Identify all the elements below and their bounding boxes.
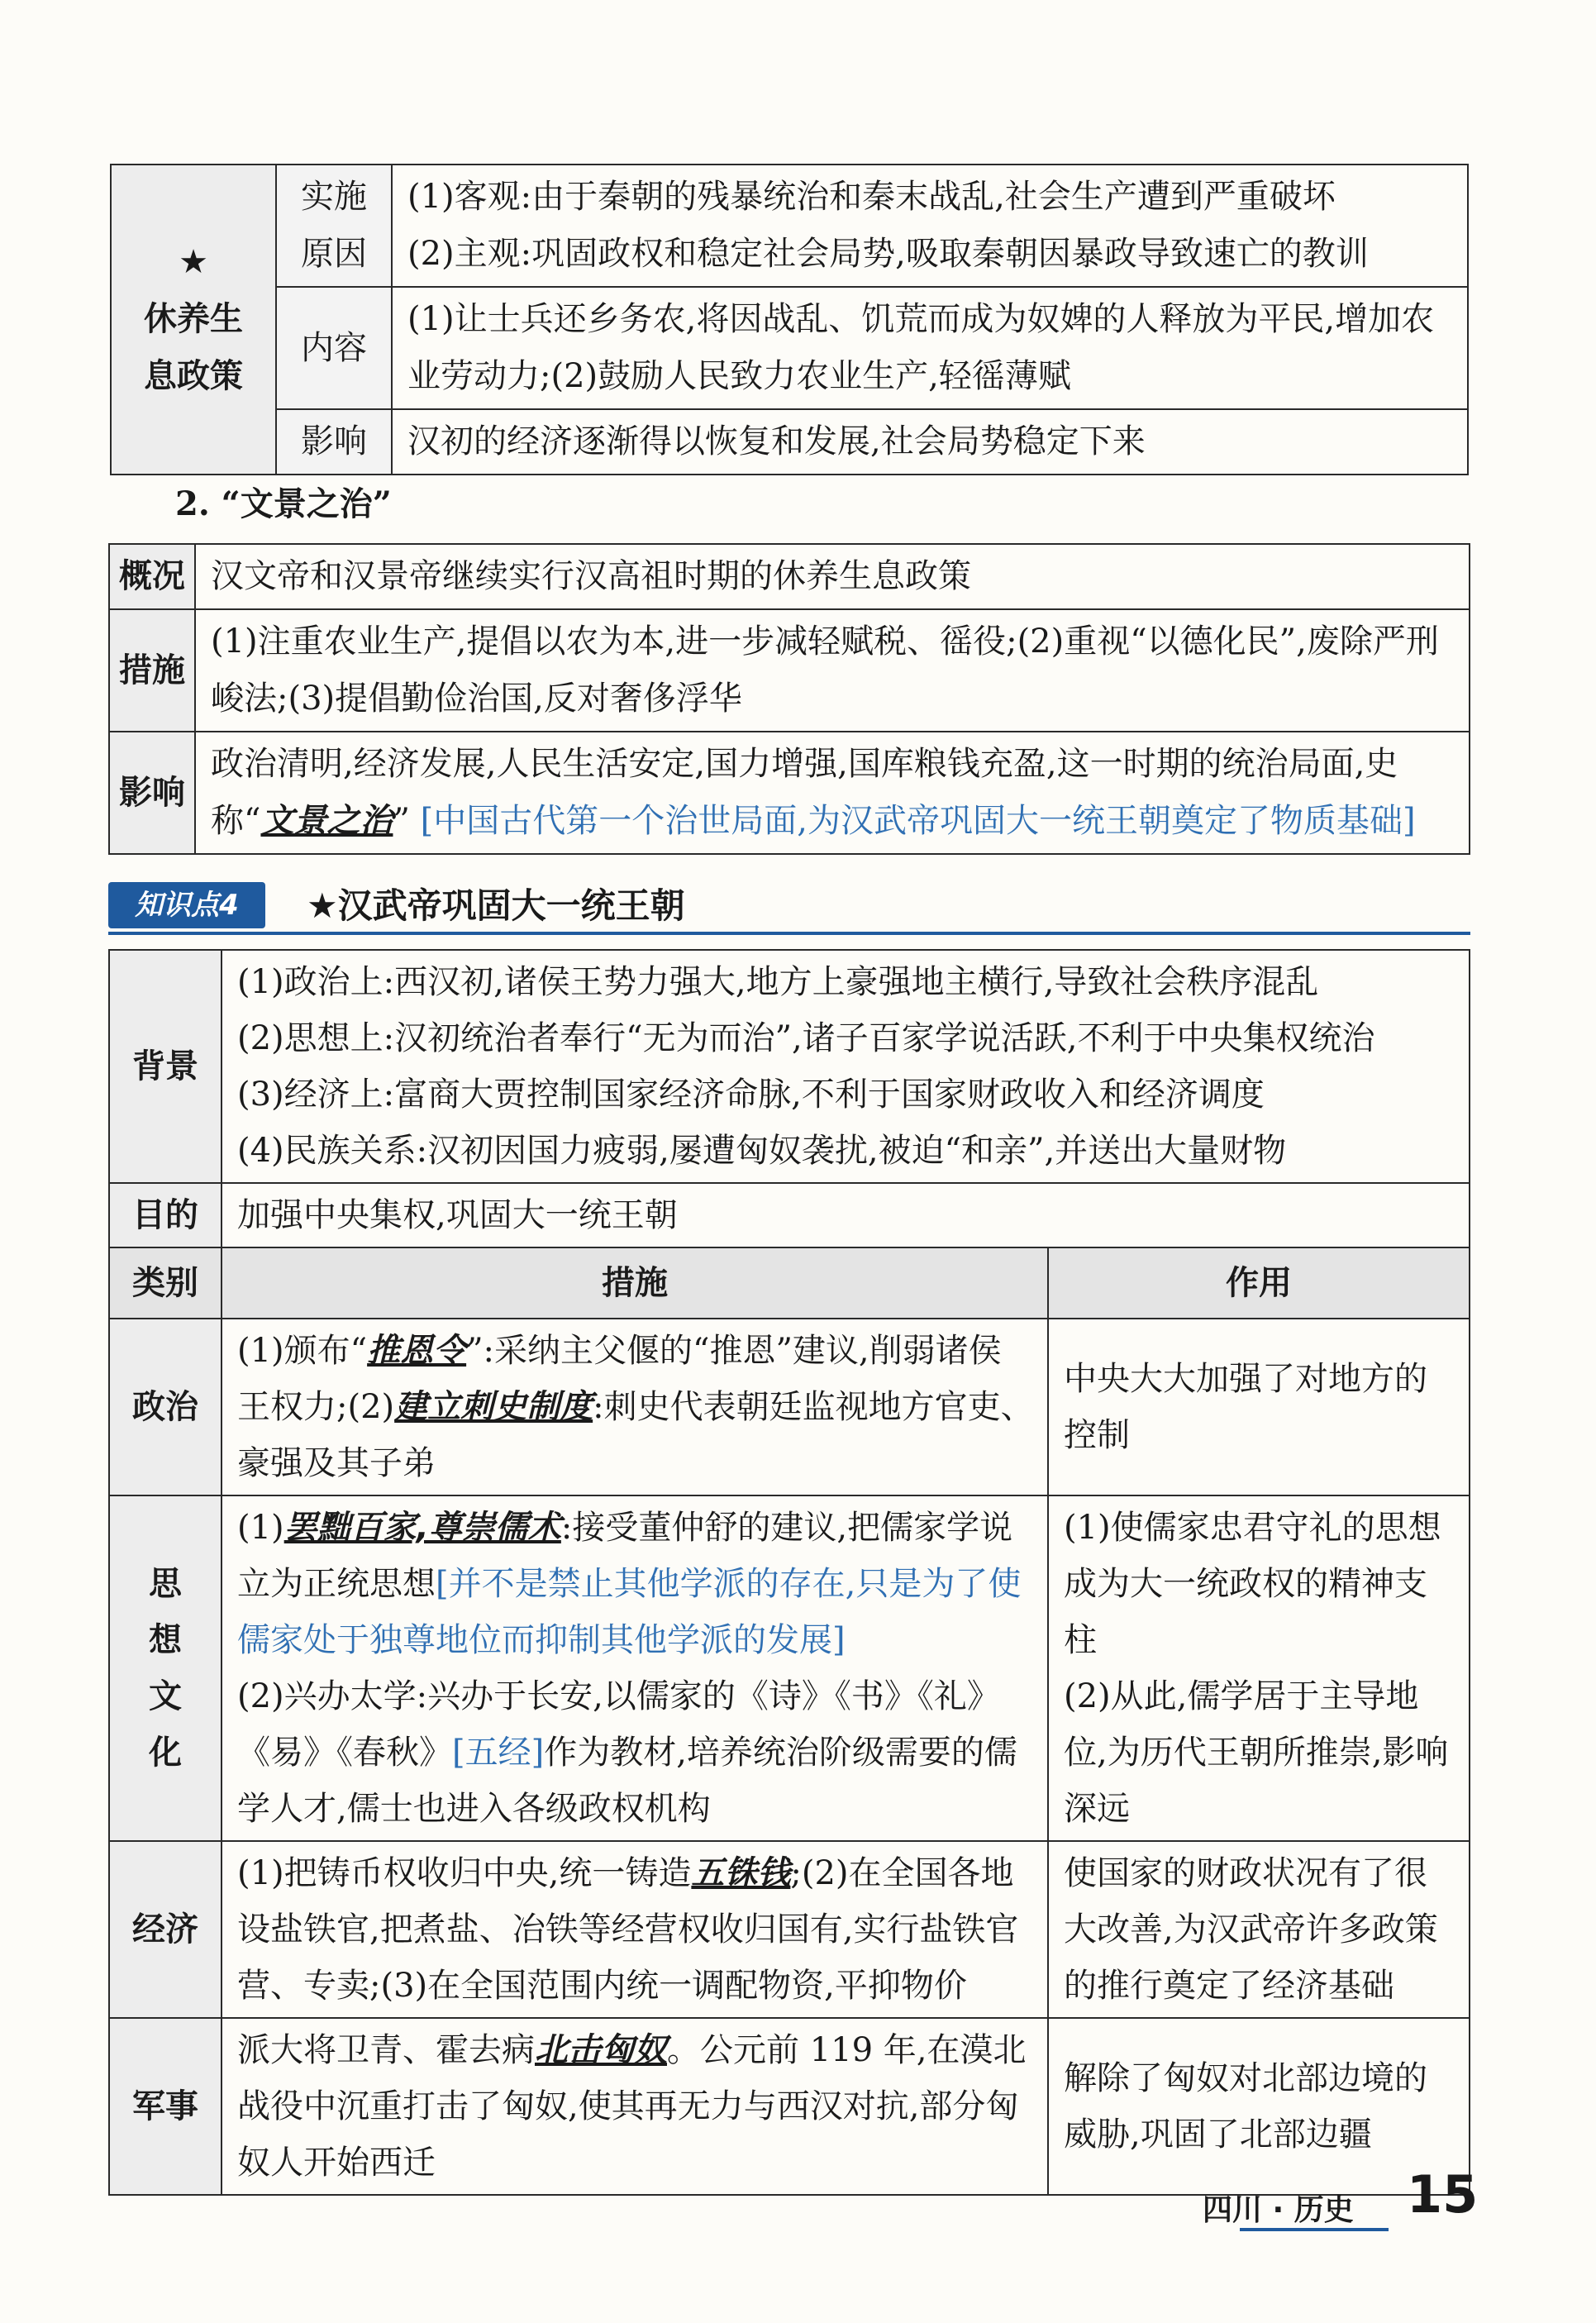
- kp4-label-culture: [109, 1495, 222, 1841]
- politics-text-3: :刺史代表朝廷监视地方官吏、豪强及其子弟: [237, 1388, 1034, 1482]
- culture-measure-2: [237, 1668, 1034, 1837]
- military-text-b: 。公元前 119 年,在漠北战役中沉重打击了匈奴,使其再无力与西汉对抗,部分匈奴人开始西迁: [237, 2031, 1027, 2182]
- policy-label: [111, 165, 276, 475]
- economy-measures: [222, 1841, 1048, 2018]
- kp4-label-military: 军事: [109, 2018, 222, 2195]
- culture-effect-1: (1)使儒家忠君守礼的思想成为大一统政权的精神支柱: [1064, 1509, 1441, 1659]
- policy-sub-content: 内容: [276, 287, 392, 409]
- keyword-ba-chu: 罢黜百家,尊崇儒术: [283, 1509, 561, 1547]
- military-text-a: 派大将卫青、霍去病: [237, 2031, 535, 2069]
- wenjing-measures-text: (1)注重农业生产,提倡以农为本,进一步减轻赋税、徭役;(2)重视“以德化民”,废除严刑峻法;(3)提倡勤俭治国,反对奢侈浮华: [195, 609, 1470, 732]
- background-line-3: (3)经济上:富商大贾控制国家经济命脉,不利于国家财政收入和经济调度: [237, 1076, 1265, 1114]
- policy-sub-reason: 实施原因: [276, 165, 392, 287]
- background-line-2: (2)思想上:汉初统治者奉行“无为而治”,诸子百家学说活跃,不利于中央集权统治: [237, 1019, 1375, 1057]
- keyword-tuienling: 推恩令: [367, 1332, 467, 1370]
- economy-effect: 使国家的财政状况有了很大改善,为汉武帝许多政策的推行奠定了经济基础: [1048, 1841, 1470, 2018]
- wenjing-overview-text: 汉文帝和汉景帝继续实行汉高祖时期的休养生息政策: [195, 544, 1470, 609]
- knowledge-point-title: ★汉武帝巩固大一统王朝: [307, 885, 685, 926]
- policy-sub-impact: 影响: [276, 409, 392, 475]
- military-effect: 解除了匈奴对北部边境的威胁,巩固了北部边疆: [1048, 2018, 1470, 2195]
- kp4-label-background: 背景: [109, 950, 222, 1183]
- culture-m1-note: [并不是禁止其他学派的存在,只是为了使儒家处于独尊地位而抑制其他学派的发展]: [237, 1565, 1022, 1659]
- policy-label-text: 休养生息政策: [144, 300, 243, 395]
- kp4-header-row: [109, 1247, 1470, 1319]
- culture-measure-1: [237, 1500, 1034, 1668]
- culture-m2-note: [五经]: [452, 1734, 545, 1772]
- header-effect: 作用: [1048, 1247, 1470, 1319]
- background-line-1: (1)政治上:西汉初,诸侯王势力强大,地方上豪强地主横行,导致社会秩序混乱: [237, 963, 1319, 1001]
- politics-text-2: ”:采纳主父偃的“推恩”建议,削弱诸侯王权力;(2): [237, 1332, 1002, 1426]
- policy-impact-text: 汉初的经济逐渐得以恢复和发展,社会局势稳定下来: [392, 409, 1468, 475]
- header-measures: 措施: [222, 1247, 1048, 1319]
- military-measures: [222, 2018, 1048, 2195]
- policy-content-text: (1)让士兵还乡务农,将因战乱、饥荒而成为奴婢的人释放为平民,增加农业劳动力;(2)鼓励人民致力农业生产,轻徭薄赋: [392, 287, 1468, 409]
- policy-reason-line-1: (1)客观:由于秦朝的残暴统治和秦末战乱,社会生产遭到严重破坏: [407, 178, 1336, 216]
- wenjing-impact-note: [中国古代第一个治世局面,为汉武帝巩固大一统王朝奠定了物质基础]: [420, 802, 1416, 840]
- wenjing-label-overview: 概况: [109, 544, 195, 609]
- economy-text-b: ;(2)在全国各地设盐铁官,把煮盐、冶铁等经营权收归国有,实行盐铁官营、专卖;(3)在全国范围内统一调配物资,平抑物价: [237, 1854, 1019, 2005]
- policy-reason-line-2: (2)主观:巩固政权和稳定社会局势,吸取秦朝因暴政导致速亡的教训: [407, 235, 1369, 273]
- politics-measures: [222, 1319, 1048, 1495]
- wenjing-table: [108, 543, 1470, 855]
- wenjing-label-measures: 措施: [109, 609, 195, 732]
- knowledge-point-badge: 知识点4: [108, 882, 265, 928]
- culture-label-text: 思想文化: [149, 1565, 182, 1772]
- economy-text-a: (1)把铸币权收归中央,统一铸造: [237, 1854, 692, 1892]
- keyword-cishi: 建立刺史制度: [394, 1388, 593, 1426]
- keyword-beiji-xiongnu: 北击匈奴: [535, 2031, 667, 2069]
- star-mark: ★: [179, 243, 208, 281]
- culture-effect: [1048, 1495, 1470, 1841]
- politics-text-1: (1)颁布“: [237, 1332, 368, 1370]
- kp4-label-politics: 政治: [109, 1319, 222, 1495]
- policy-reason-text: [392, 165, 1468, 287]
- background-line-4: (4)民族关系:汉初因国力疲弱,屡遭匈奴袭扰,被迫“和亲”,并送出大量财物: [237, 1132, 1287, 1170]
- kp4-label-economy: 经济: [109, 1841, 222, 2018]
- header-category: 类别: [109, 1247, 222, 1319]
- politics-effect: 中央大大加强了对地方的控制: [1048, 1319, 1470, 1495]
- section-heading-wenjing: 2. “文景之治”: [175, 484, 392, 523]
- kp4-background-text: [222, 950, 1470, 1183]
- recuperation-policy-table: [110, 164, 1469, 475]
- wenjing-label-impact: 影响: [109, 732, 195, 854]
- culture-m2-text-b: 作为教材,培养统治阶级需要的儒学人才,儒士也进入各级政权机构: [237, 1734, 1017, 1828]
- footer-underline: [1240, 2228, 1389, 2231]
- culture-measures: [222, 1495, 1048, 1841]
- culture-m2-text-a: (2)兴办太学:兴办于长安,以儒家的《诗》《书》《礼》《易》《春秋》: [237, 1677, 1000, 1772]
- page-number: 15: [1407, 2164, 1479, 2225]
- culture-effect-2: (2)从此,儒学居于主导地位,为历代王朝所推崇,影响深远: [1064, 1677, 1449, 1828]
- keyword-wenjing: 文景之治: [260, 802, 393, 840]
- keyword-wuzhuqian: 五铢钱: [691, 1854, 791, 1892]
- culture-m1-num: (1): [237, 1509, 284, 1547]
- footer-region-subject: 四川 · 历史: [1203, 2193, 1354, 2227]
- wenjing-impact-text: [195, 732, 1470, 854]
- knowledge-point-header: [108, 882, 1470, 935]
- kp4-purpose-text: 加强中央集权,巩固大一统王朝: [222, 1183, 1470, 1247]
- wenjing-impact-part-b: ”: [393, 802, 410, 840]
- kp4-label-purpose: 目的: [109, 1183, 222, 1247]
- wudi-table: [108, 949, 1470, 2196]
- wenjing-impact-part-a: 政治清明,经济发展,人民生活安定,国力增强,国库粮钱充盈,这一时期的统治局面,史称“: [211, 745, 1398, 840]
- culture-m1-text: :接受董仲舒的建议,把儒家学说立为正统思想: [237, 1509, 1013, 1603]
